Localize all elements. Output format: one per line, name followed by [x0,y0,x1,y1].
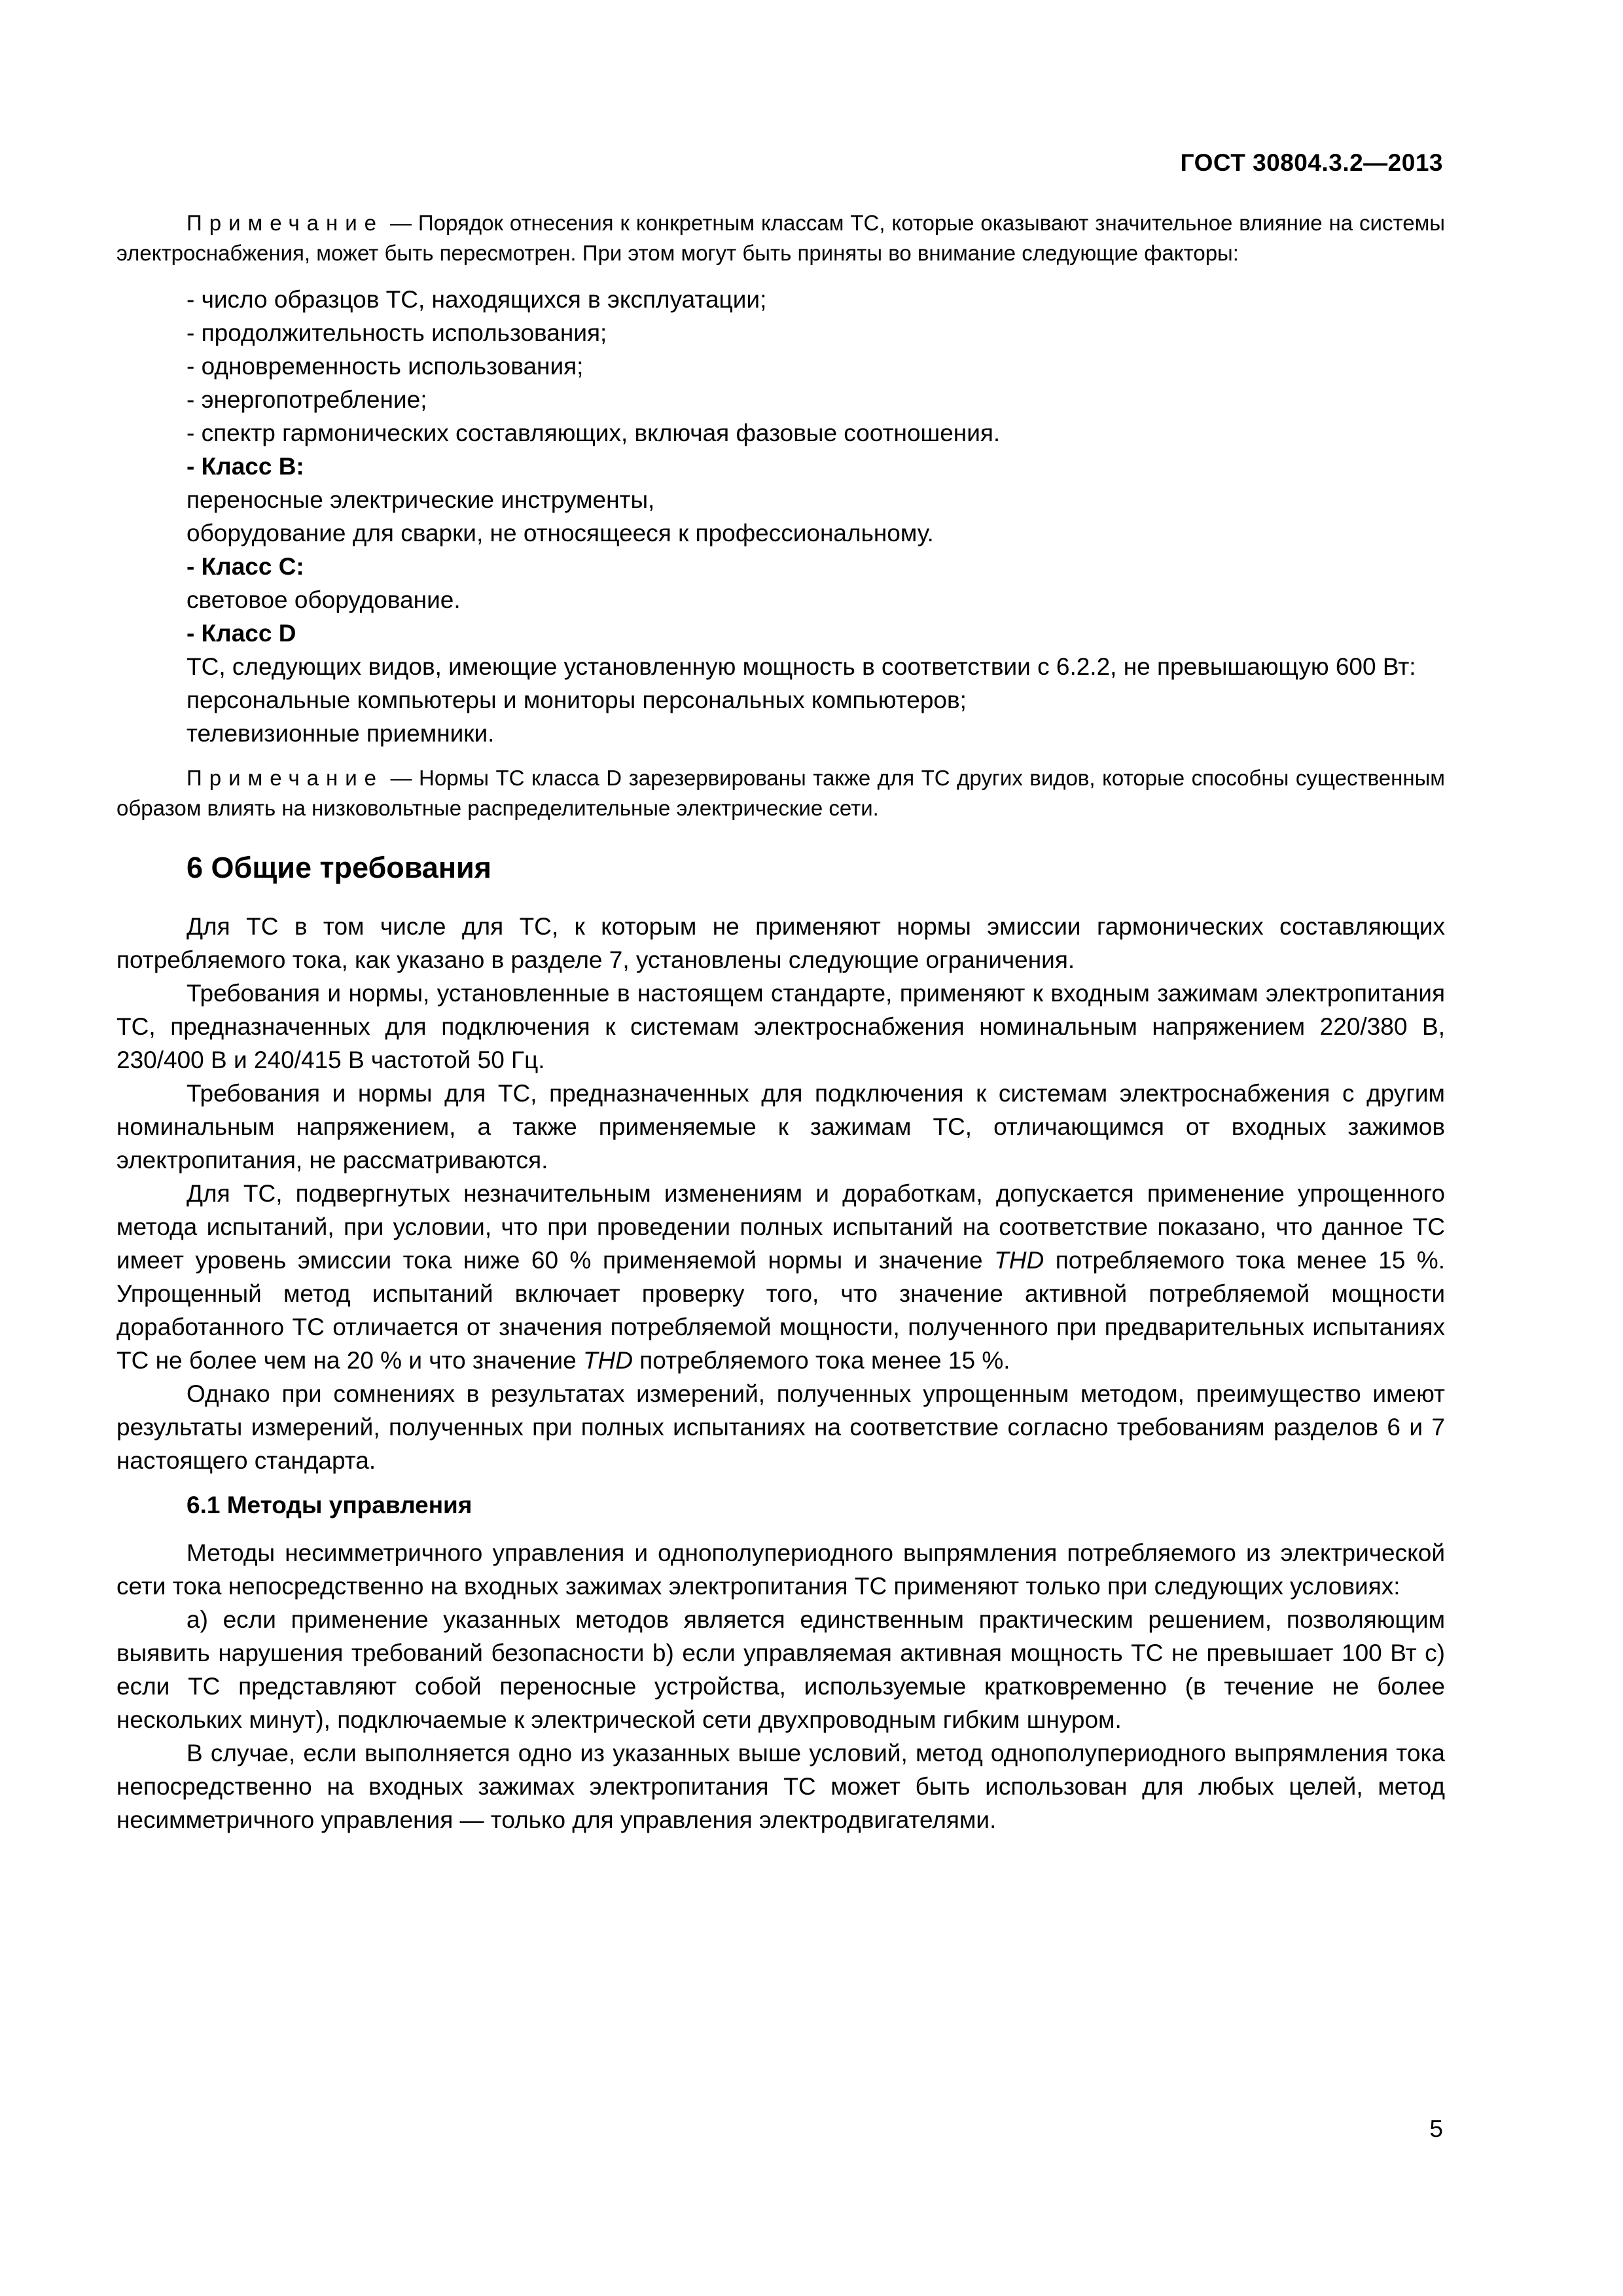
section-6-1-heading: 6.1 Методы управления [187,1492,473,1518]
paragraph-text: потребляемого тока менее 15 %. Упрощенный метод испытаний включает проверку того, что значение активной потребляемой мощности доработанного ТС отличается от значения потребляемой мощности, полученного при предварительных испытаниях ТС не более чем на 20 % и что значение [116,1247,1445,1374]
note-text: — Нормы ТС класса D зарезервированы также для ТС других видов, которые способны существенным образом влиять на низковольтные распределительные электрические сети. [116,766,1445,820]
note-factors [116,208,1445,268]
class-b-item: переносные электрические инструменты, [187,486,655,513]
list-item: - продолжительность использования; [187,319,607,346]
section-6-paragraph: Для ТС в том числе для ТС, к которым не применяют нормы эмиссии гармонических составляющих потребляемого тока, как указано в разделе 7, установлены следующие ограничения. [116,913,1445,973]
section-6-paragraph: Требования и нормы для ТС, предназначенных для подключения к системам электроснабжения с другим номинальным напряжением, а также применяемые к зажимам ТС, отличающимся от входных зажимов электропитания, не рассматриваются. [116,1080,1445,1174]
list-item: - число образцов ТС, находящихся в эксплуатации; [187,286,767,313]
list-item: - одновременность использования; [187,353,584,380]
section-6-paragraph [116,1177,1445,1377]
paragraph-text: потребляемого тока менее 15 %. [632,1347,1010,1374]
note-class-d [116,763,1445,823]
class-c-item: световое оборудование. [187,586,461,613]
section-6-1-paragraph: Методы несимметричного управления и однополупериодного выпрямления потребляемого из электрической сети тока непосредственно на входных зажимах электропитания ТС применяют только при следующих условиях: [116,1539,1445,1600]
page-content [116,208,1445,1837]
class-d-item: персональные компьютеры и мониторы персональных компьютеров; [187,687,967,713]
class-b-item: оборудование для сварки, не относящееся к профессиональному. [187,520,934,547]
factors-list [116,283,1445,450]
thd-term: THD [994,1247,1044,1274]
section-6-1-paragraph: а) если применение указанных методов является единственным практическим решением, позволяющим выявить нарушения требований безопасности b) если управляемая активная мощность ТС не превышает 100 Вт с) если ТС представляют собой переносные устройства, используемые кратковременно (в течение не более нескольких минут), подключаемые к электрической сети двухпроводным гибким шнуром. [116,1606,1445,1733]
note-label: Примечание [187,766,384,790]
list-item: - спектр гармонических составляющих, включая фазовые соотношения. [187,420,1001,446]
note-text: — Порядок отнесения к конкретным классам ТС, которые оказывают значительное влияние на системы электроснабжения, может быть пересмотрен. При этом могут быть приняты во внимание следующие факторы: [116,211,1445,265]
section-6-paragraph: Однако при сомнениях в результатах измерений, полученных упрощенным методом, преимущество имеют результаты измерений, полученных при полных испытаниях на соответствие согласно требованиям разделов 6 и 7 настоящего стандарта. [116,1380,1445,1474]
thd-term: THD [582,1347,633,1374]
class-d-intro: ТС, следующих видов, имеющие установленную мощность в соответствии с 6.2.2, не превышающую 600 Вт: [187,653,1416,680]
class-b-label: - Класс В: [187,453,304,480]
class-d-item: телевизионные приемники. [187,720,495,747]
document-header: ГОСТ 30804.3.2—2013 [1180,149,1443,176]
note-label: Примечание [187,211,384,235]
page-number: 5 [1429,2115,1443,2142]
section-6-1-paragraph: В случае, если выполняется одно из указанных выше условий, метод однополупериодного выпрямления тока непосредственно на входных зажимах электропитания ТС может быть использован для любых целей, метод несимметричного управления — только для управления электродвигателями. [116,1740,1445,1833]
section-6-heading: 6 Общие требования [187,851,491,884]
list-item: - энергопотребление; [187,386,427,413]
class-c-label: - Класс С: [187,553,304,580]
class-d-label: - Класс D [187,620,296,647]
section-6-paragraph: Требования и нормы, установленные в настоящем стандарте, применяют к входным зажимам электропитания ТС, предназначенных для подключения к системам электроснабжения номинальным напряжением 220/380 В, 230/400 В и 240/415 В частотой 50 Гц. [116,980,1445,1073]
paragraph-text: Для ТС, подвергнутых незначительным изменениям и доработкам, допускается применение упрощенного метода испытаний, при условии, что при проведении полных испытаний на соответствие показано, что данное ТС имеет уровень эмиссии тока ниже 60 % применяемой нормы и значение [116,1180,1445,1274]
